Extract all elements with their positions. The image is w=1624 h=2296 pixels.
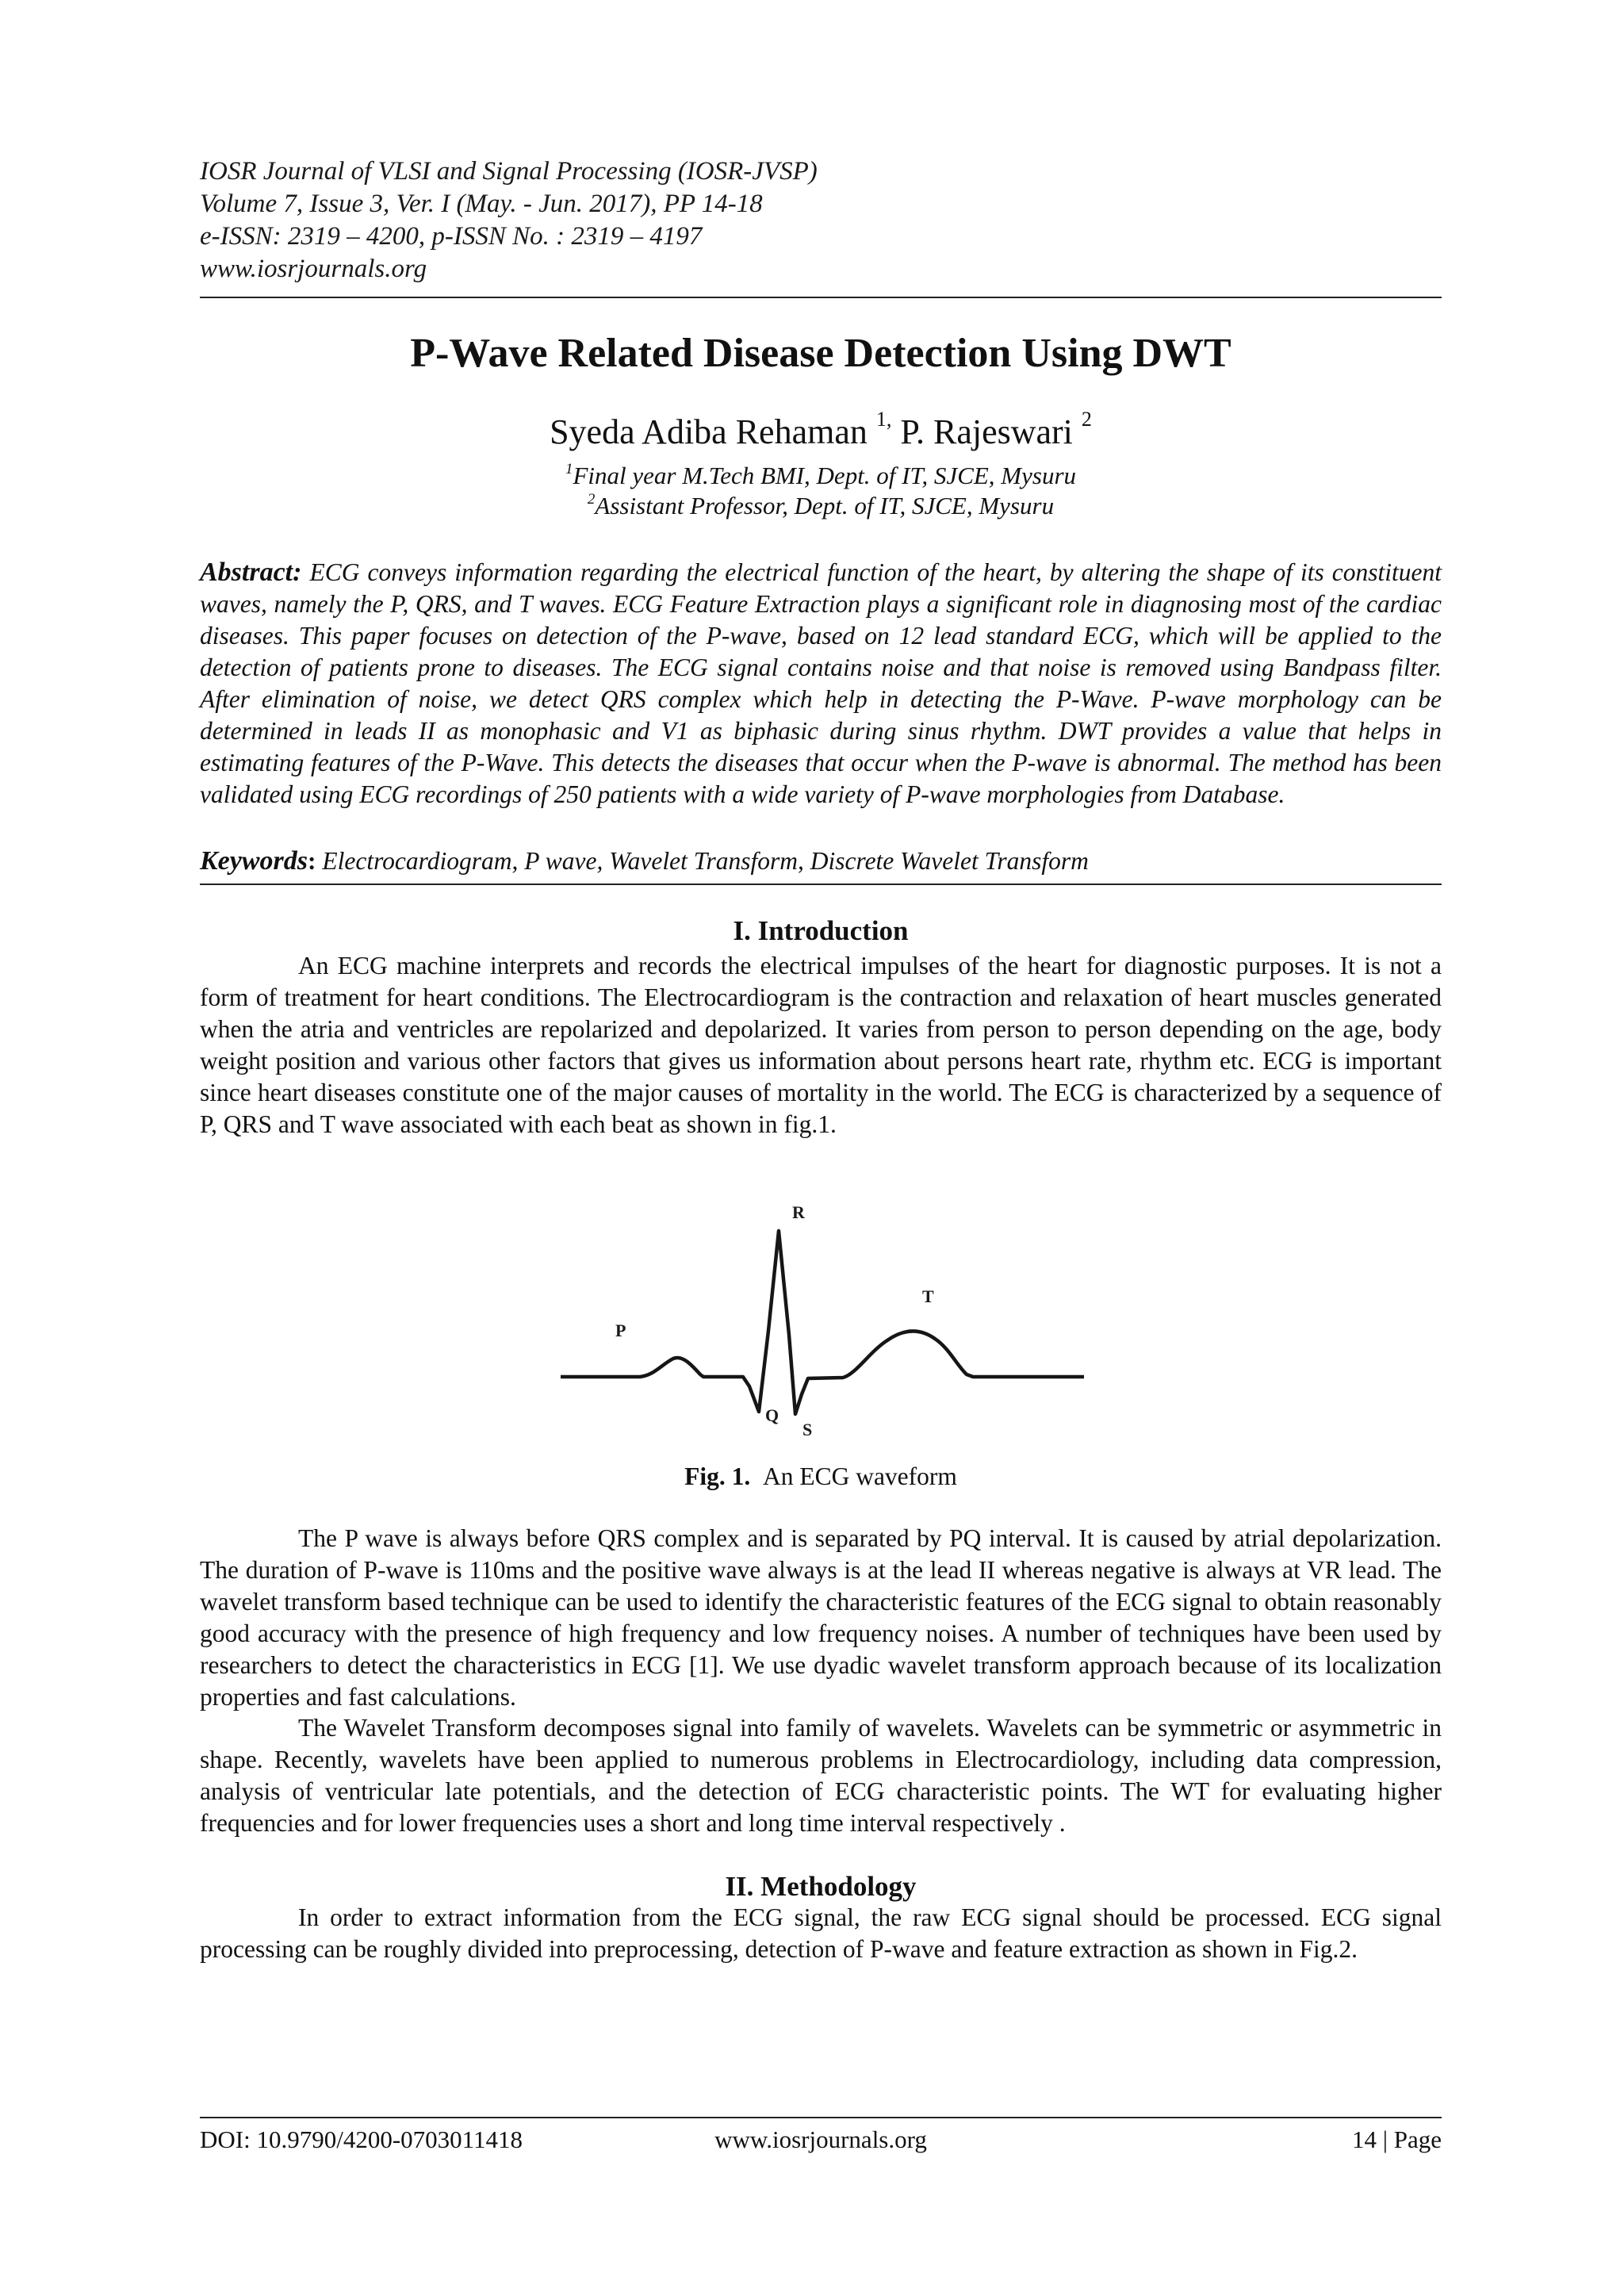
author-2-affil-mark: 2 (1081, 408, 1092, 431)
ecg-waveform-figure (561, 1196, 1084, 1466)
t-wave-label: T (922, 1286, 934, 1306)
section-2-heading: II. Methodology (725, 1871, 917, 1902)
keywords-text: Electrocardiogram, P wave, Wavelet Transform, Discrete Wavelet Transform (322, 847, 1089, 875)
section-1-heading: I. Introduction (733, 915, 909, 946)
footer-site[interactable]: www.iosrjournals.org (714, 2125, 927, 2153)
footer-divider (200, 2117, 1442, 2118)
footer-doi: DOI: 10.9790/4200-0703011418 (200, 2125, 523, 2153)
p-wave-label: P (615, 1320, 626, 1340)
r-wave-label: R (792, 1202, 805, 1222)
s-wave-label: S (802, 1420, 813, 1439)
figure-1-caption-label: Fig. 1. (684, 1462, 751, 1490)
intro-paragraph-3: The Wavelet Transform decomposes signal into family of wavelets. Wavelets can be symmetric or asymmetric in shape. Recently, wavelets have been applied to numerous problems in Electrocardiology, including data compression, analysis of ventricular late potentials, and the detection of ECG characteristic points. The WT for evaluating higher frequencies and for lower frequencies uses a short and long time interval respectively . (200, 1714, 1442, 1837)
ecg-trace (561, 1231, 1084, 1414)
keywords (200, 845, 1442, 877)
journal-volume: Volume 7, Issue 3, Ver. I (May. - Jun. 2017), PP 14-18 (200, 190, 763, 218)
keywords-divider (200, 884, 1442, 885)
affiliation-2 (200, 491, 1442, 521)
q-wave-label: Q (765, 1405, 779, 1425)
ecg-waveform-graphic (561, 1196, 1084, 1466)
affiliation-2-mark: 2 (587, 491, 596, 508)
affiliation-1-mark: 1 (565, 461, 573, 477)
author-2-name: P. Rajeswari (900, 412, 1073, 451)
footer-page-number: 14 | Page (1352, 2125, 1442, 2153)
figure-1-caption-text: An ECG waveform (762, 1462, 957, 1490)
journal-header (200, 155, 1442, 286)
journal-name: IOSR Journal of VLSI and Signal Processing (IOSR-JVSP) (200, 157, 818, 186)
author-line (200, 408, 1442, 453)
author-1-affil-mark: 1, (875, 408, 892, 431)
intro-paragraph-1: An ECG machine interprets and records the electrical impulses of the heart for diagnostic purposes. It is not a form of treatment for heart conditions. The Electrocardiogram is the contraction and relaxation of heart muscles generated when the atria and ventricles are repolarized and depolarized. It varies from person to person depending on the age, body weight position and various other factors that gives us information about persons heart rate, rhythm etc. ECG is important since heart diseases constitute one of the major causes of mortality in the world. The ECG is characterized by a sequence of P, QRS and T wave associated with each beat as shown in fig.1. (200, 952, 1442, 1138)
paper-title: P-Wave Related Disease Detection Using DWT (410, 331, 1231, 376)
keywords-colon: : (308, 847, 316, 875)
figure-1-caption (200, 1461, 1442, 1493)
author-1-name: Syeda Adiba Rehaman (550, 412, 868, 451)
abstract-label: Abstract: (200, 558, 302, 587)
abstract (200, 557, 1442, 811)
methodology-paragraph-1: In order to extract information from the ECG signal, the raw ECG signal should be processed. ECG signal processing can be roughly divided into preprocessing, detection of P-wave and feature extraction as shown in Fig.2. (200, 1903, 1442, 1963)
affiliation-1 (200, 461, 1442, 491)
abstract-text: ECG conveys information regarding the electrical function of the heart, by altering the shape of its constituent waves, namely the P, QRS, and T waves. ECG Feature Extraction plays a significant role in diagnosing most of the cardiac diseases. This paper focuses on detection of the P-wave, based on 12 lead standard ECG, which will be applied to the detection of patients prone to diseases. The ECG signal contains noise and that noise is removed using Bandpass filter. After elimination of noise, we detect QRS complex which help in detecting the P-Wave. P-wave morphology can be determined in leads II as monophasic and V1 as biphasic during sinus rhythm. DWT provides a value that helps in estimating features of the P-Wave. This detects the diseases that occur when the P-wave is abnormal. The method has been validated using ECG recordings of 250 patients with a wide variety of P-wave morphologies from Database. (200, 558, 1442, 808)
intro-paragraph-2: The P wave is always before QRS complex and is separated by PQ interval. It is caused by atrial depolarization. The duration of P-wave is 110ms and the positive wave always is at the lead II whereas negative is always at VR lead. The wavelet transform based technique can be used to identify the characteristic features of the ECG signal to obtain reasonably good accuracy with the presence of high frequency and low frequency noises. A number of techniques have been used by researchers to detect the characteristics in ECG [1]. We use dyadic wavelet transform approach because of its localization properties and fast calculations. (200, 1524, 1442, 1711)
affiliation-1-text: Final year M.Tech BMI, Dept. of IT, SJCE, Mysuru (573, 462, 1077, 489)
keywords-label: Keywords (200, 846, 308, 876)
journal-issn: e-ISSN: 2319 – 4200, p-ISSN No. : 2319 – 4197 (200, 222, 703, 251)
affiliation-2-text: Assistant Professor, Dept. of IT, SJCE, Mysuru (595, 492, 1055, 519)
header-divider (200, 297, 1442, 298)
journal-url[interactable]: www.iosrjournals.org (200, 255, 427, 283)
